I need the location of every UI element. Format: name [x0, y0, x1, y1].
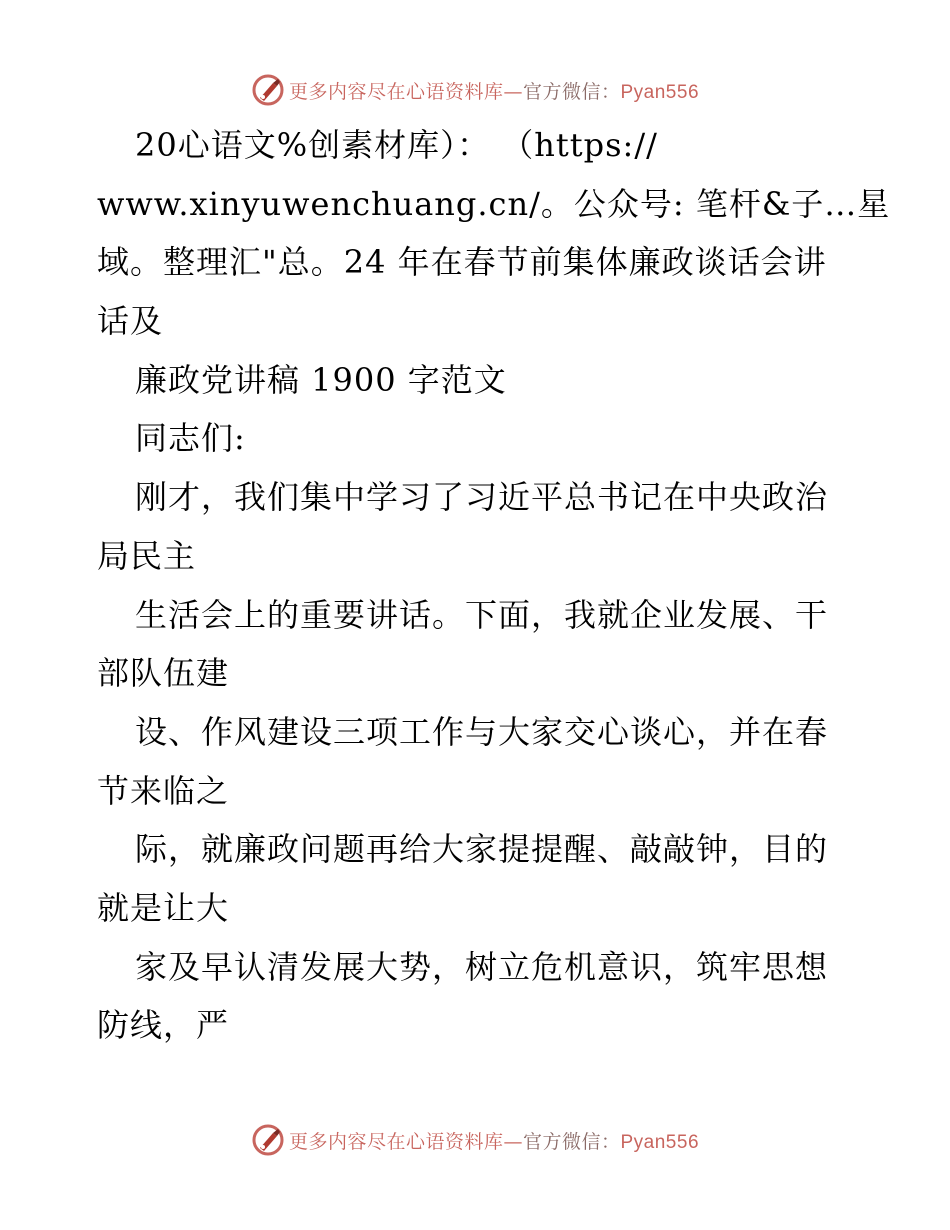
- watermark-wechat-id: Pyan556: [620, 81, 700, 103]
- document-line: 际，就廉政问题再给大家提提醒、敲敲钟，目的: [135, 830, 829, 869]
- document-line: 家及早认清发展大势，树立危机意识，筑牢思想: [135, 947, 829, 986]
- document-line: 生活会上的重要讲话。下面，我就企业发展、干: [135, 595, 829, 634]
- pen-logo-icon: [251, 73, 285, 107]
- watermark-wechat-label: 官方微信：: [522, 1130, 621, 1153]
- document-line: www.xinyuwenchuang.cn/。公众号: 笔杆&子…星: [97, 184, 891, 223]
- document-line: 话及: [97, 302, 164, 341]
- document-line: 防线，严: [97, 1006, 230, 1045]
- footer-watermark: [0, 1120, 950, 1160]
- document-line: 局民主: [97, 536, 197, 575]
- document-line: 廉政党讲稿 1900 字范文: [135, 360, 507, 399]
- watermark-wechat-id: Pyan556: [620, 1131, 700, 1153]
- document-line: 设、作风建设三项工作与大家交心谈心，并在春: [135, 712, 829, 751]
- document-line: 域。整理汇"总。24 年在春节前集体廉政谈话会讲: [97, 243, 827, 282]
- watermark-site-text: 更多内容尽在心语资料库: [288, 1130, 504, 1153]
- document-line: 同志们:: [135, 419, 246, 458]
- document-line: 节来临之: [97, 771, 230, 810]
- document-line: 部队伍建: [97, 654, 230, 693]
- document-line: 就是让大: [97, 888, 230, 927]
- header-watermark: [0, 70, 950, 110]
- pen-logo-icon: [251, 1123, 285, 1157]
- document-line: 20心语文%创素材库）： （https://: [135, 126, 658, 164]
- document-line: 刚才，我们集中学习了习近平总书记在中央政治: [135, 478, 829, 517]
- document-body: [97, 116, 891, 1055]
- watermark-wechat-label: 官方微信：: [522, 80, 621, 103]
- watermark-site-text: 更多内容尽在心语资料库: [288, 80, 504, 103]
- watermark-dash: —: [503, 1130, 523, 1153]
- watermark-dash: —: [503, 80, 523, 103]
